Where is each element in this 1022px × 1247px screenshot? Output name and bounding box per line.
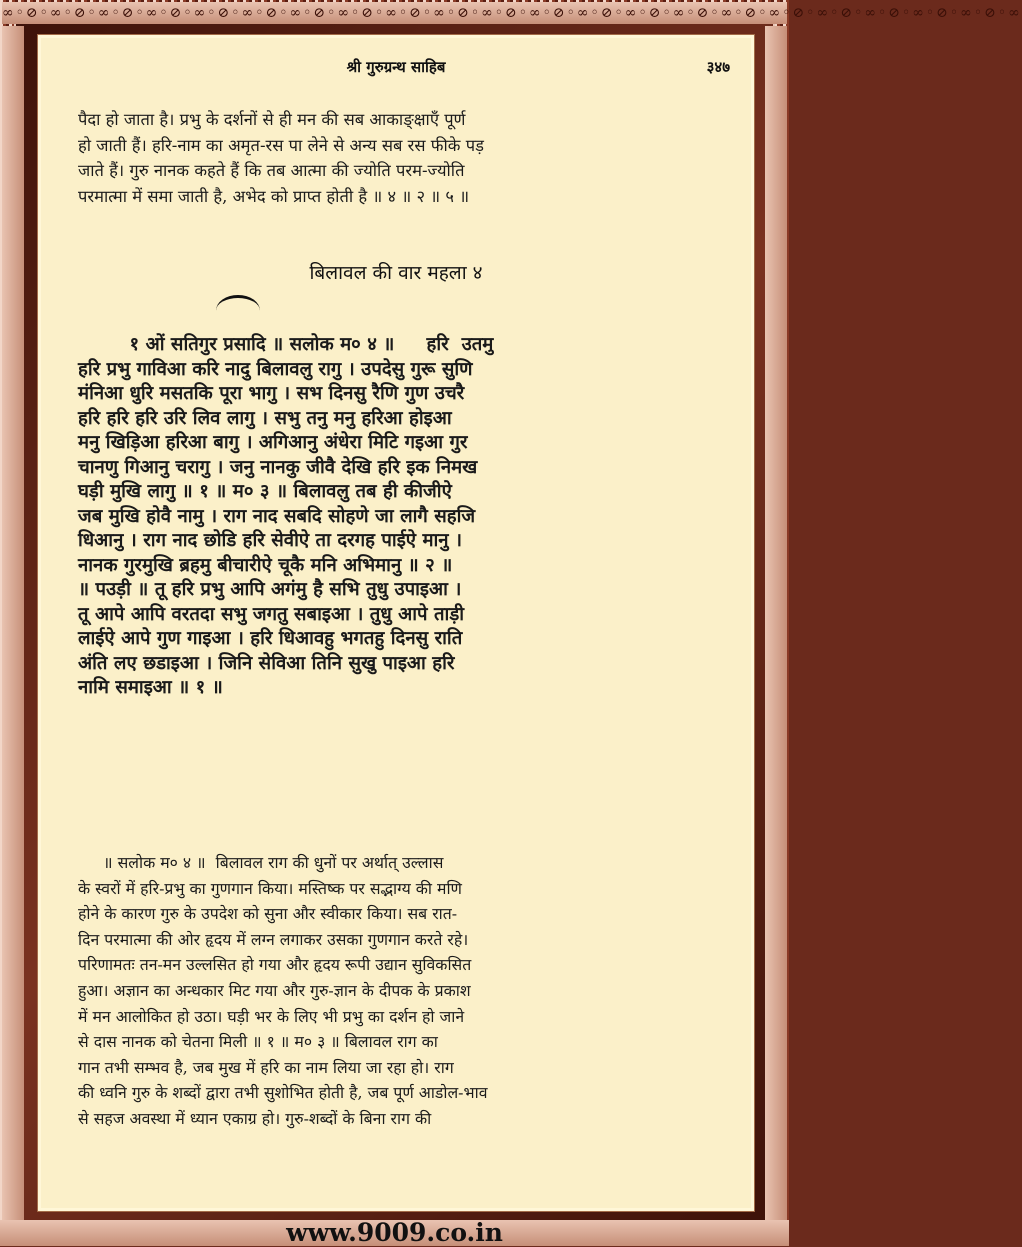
text-line: परमात्मा में समा जाती है, अभेद को प्राप्त होती है ॥ ४ ॥ २ ॥ ५ ॥	[78, 186, 470, 206]
verse-line: जब मुखि होवै नामु । राग नाद सबदि सोहणे जा लागै सहजि	[78, 505, 476, 527]
border-ornament-right	[765, 26, 787, 1220]
verse-line: नानक गुरमुखि ब्रहमु बीचारीऐ चूकै मनि अभिमानु ॥ २ ॥	[78, 554, 453, 576]
verse-line: हरि प्रभु गाविआ करि नादु बिलावलु रागु । उपदेसु गुरू सुणि	[78, 358, 473, 380]
text-line: से दास नानक को चेतना मिली ॥ १ ॥ म० ३ ॥ बिलावल राग का	[78, 1032, 438, 1052]
verse-line: चानणु गिआनु चरागु । जनु नानकु जीवै देखि हरि इक निमख	[78, 456, 478, 478]
verse-line: ॥ पउड़ी ॥ तू हरि प्रभु आपि अगंमु है सभि तुधु उपाइआ ।	[78, 579, 462, 600]
text-line: में मन आलोकित हो उठा। घड़ी भर के लिए भी प्रभु का दर्शन हो जाने	[78, 1006, 465, 1026]
verse-line: १ ओं सतिगुर प्रसादि ॥ सलोक म० ४ ॥ हरि उतमु	[78, 334, 494, 355]
gurmukhi-verse-block	[78, 333, 728, 701]
page-title: श्री गुरुग्रन्थ साहिब	[346, 58, 446, 76]
verse-line: मनु खिड़िआ हरिआ बागु । अगिआनु अंधेरा मिटि गइआ गुर	[78, 432, 468, 453]
border-ornament-top: ∞◦⊘◦∞◦⊘◦∞◦⊘◦∞◦⊘◦∞◦⊘◦∞◦⊘◦∞◦⊘◦∞◦⊘◦∞◦⊘◦∞◦⊘◦∞◦⊘◦∞◦⊘◦∞◦⊘◦∞◦⊘◦∞◦⊘◦∞◦⊘◦∞◦⊘◦∞◦⊘◦∞◦⊘◦∞◦⊘◦∞◦⊘◦∞	[2, 2, 787, 24]
website-url: www.9009.co.in	[0, 1220, 789, 1246]
onkar-arc-mark	[216, 295, 260, 326]
text-line: दिन परमात्मा की ओर हृदय में लग्न लगाकर उसका गुणगान करते रहे।	[78, 929, 469, 949]
verse-line: तू आपे आपि वरतदा सभु जगतु सबाइआ । तुधु आपे ताड़ी	[78, 603, 465, 625]
page-number: ३४७	[706, 58, 730, 76]
section-heading: बिलावल की वार महला ४	[309, 262, 483, 284]
text-line: पैदा हो जाता है। प्रभु के दर्शनों से ही मन की सब आकाङ्क्षाएँ पूर्ण	[78, 110, 466, 129]
text-line: ॥ सलोक म० ४ ॥ बिलावल राग की धुनों पर अर्थात् उल्लास	[78, 853, 444, 872]
scripture-page	[37, 34, 755, 1212]
verse-line: घड़ी मुखि लागु ॥ १ ॥ म० ३ ॥ बिलावलु तब ही कीजीऐ	[78, 481, 452, 502]
text-line: परिणामतः तन-मन उल्लसित हो गया और हृदय रूपी उद्यान सुविकसित	[78, 955, 472, 975]
text-line: के स्वरों में हरि-प्रभु का गुणगान किया। मस्तिष्क पर सद्भाग्य की मणि	[78, 878, 462, 898]
border-ornament-left	[2, 26, 24, 1220]
page-header	[38, 57, 754, 87]
verse-line: धिआनु । राग नाद छोडि हरि सेवीऐ ता दरगह पाईऐ मानु ।	[78, 530, 463, 551]
text-line: हुआ। अज्ञान का अन्धकार मिट गया और गुरु-ज्ञान के दीपक के प्रकाश	[78, 980, 471, 1000]
text-line: जाते हैं। गुरु नानक कहते हैं कि तब आत्मा की ज्योति परम-ज्योति	[78, 161, 465, 180]
verse-line: अंति लए छडाइआ । जिनि सेविआ तिनि सुखु पाइआ हरि	[78, 652, 455, 674]
verse-line: हरि हरि हरि उरि लिव लागु । सभु तनु मनु हरिआ होइआ	[78, 407, 452, 429]
verse-line: मंनिआ धुरि मसतकि पूरा भागु । सभ दिनसु रैणि गुण उचरै	[78, 383, 465, 404]
text-line: की ध्वनि गुरु के शब्दों द्वारा तभी सुशोभित होती है, जब पूर्ण आडोल-भाव	[78, 1083, 488, 1103]
hindi-paragraph-top	[78, 107, 728, 209]
text-line: हो जाती हैं। हरि-नाम का अमृत-रस पा लेने से अन्य सब रस फीके पड़	[78, 135, 484, 155]
hindi-paragraph-bottom	[78, 850, 728, 1132]
verse-line: लाईऐ आपे गुण गाइआ । हरि धिआवहु भगतहु दिनसु राति	[78, 628, 463, 649]
verse-line: नामि समाइआ ॥ १ ॥	[78, 677, 223, 698]
text-line: होने के कारण गुरु के उपदेश को सुना और स्वीकार किया। सब रात-	[78, 904, 458, 924]
text-line: से सहज अवस्था में ध्यान एकाग्र हो। गुरु-शब्दों के बिना राग की	[78, 1108, 432, 1128]
text-line: गान तभी सम्भव है, जब मुख में हरि का नाम लिया जा रहा हो। राग	[78, 1057, 454, 1077]
